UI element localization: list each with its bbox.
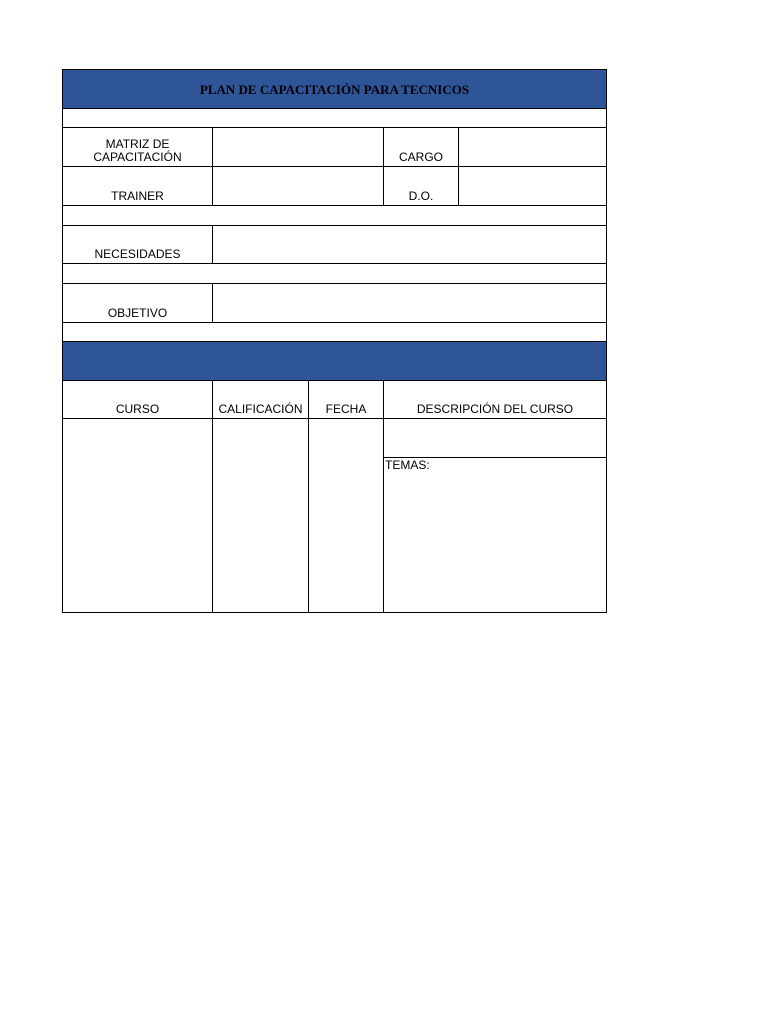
- training-plan-form: [62, 69, 607, 613]
- temas-field[interactable]: [383, 457, 607, 613]
- do-label: D.O.: [383, 166, 459, 206]
- cargo-label: CARGO: [383, 127, 459, 167]
- spacer-row: [62, 263, 607, 284]
- do-field[interactable]: [458, 166, 607, 206]
- trainer-label: TRAINER: [62, 166, 213, 206]
- curso-field[interactable]: [62, 418, 213, 613]
- spacer-row: [62, 322, 607, 342]
- form-title: PLAN DE CAPACITACIÓN PARA TECNICOS: [62, 69, 607, 109]
- header-fecha: FECHA: [308, 380, 384, 419]
- cargo-field[interactable]: [458, 127, 607, 167]
- necesidades-field[interactable]: [212, 225, 607, 264]
- header-calificacion: CALIFICACIÓN: [212, 380, 309, 419]
- calificacion-field[interactable]: [212, 418, 309, 613]
- necesidades-label: NECESIDADES: [62, 225, 213, 264]
- objetivo-field[interactable]: [212, 283, 607, 323]
- fecha-field[interactable]: [308, 418, 384, 613]
- descripcion-field[interactable]: [383, 418, 607, 458]
- matriz-field[interactable]: [212, 127, 384, 167]
- objetivo-label: OBJETIVO: [62, 283, 213, 323]
- header-curso: CURSO: [62, 380, 213, 419]
- header-descripcion: DESCRIPCIÓN DEL CURSO: [383, 380, 607, 419]
- matriz-label: MATRIZ DE CAPACITACIÓN: [62, 127, 213, 167]
- spacer-row: [62, 108, 607, 128]
- temas-label: TEMAS:: [385, 458, 430, 472]
- trainer-field[interactable]: [212, 166, 384, 206]
- spacer-row: [62, 205, 607, 226]
- section-bar: [62, 341, 607, 381]
